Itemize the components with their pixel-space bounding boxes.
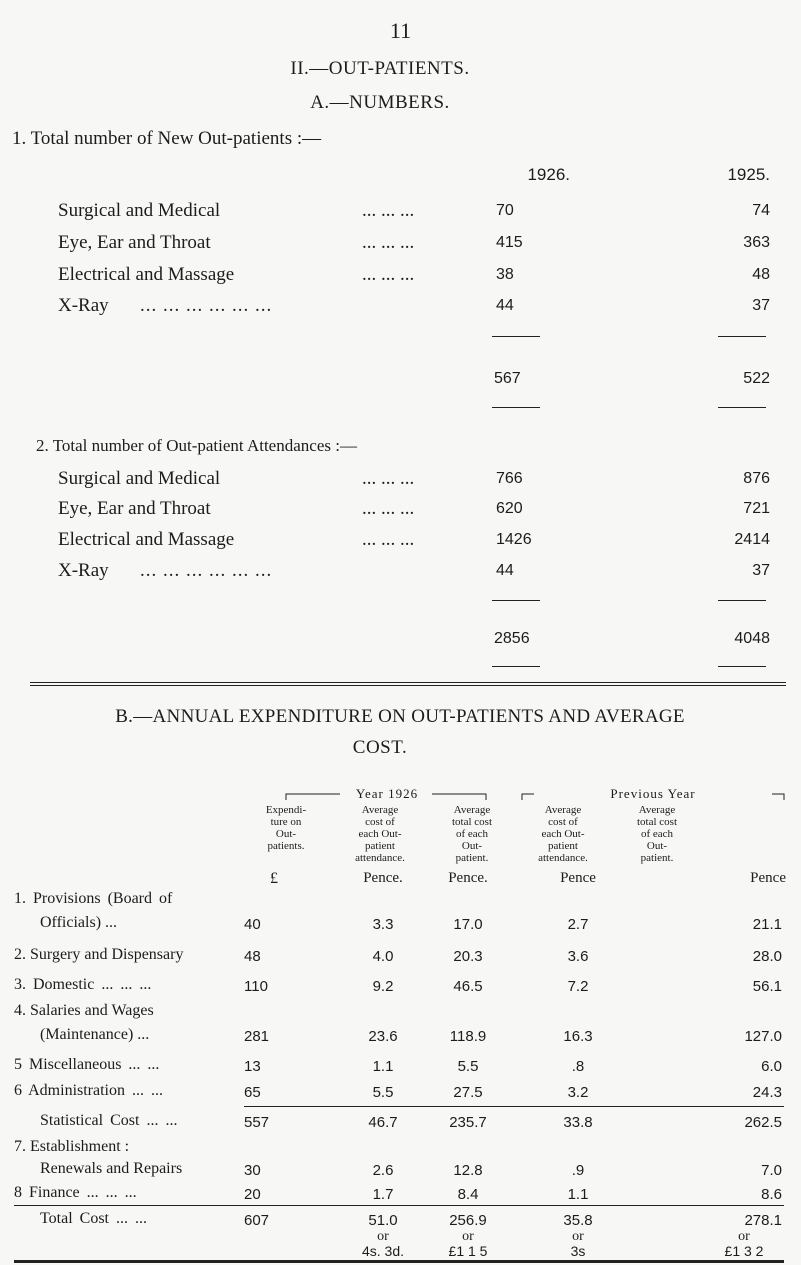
row-label: Surgical and Medical (58, 468, 221, 489)
row-label-cont: Officials) ... (40, 914, 118, 931)
cell-avg-att-1926: 5.5 (372, 1084, 394, 1101)
cell-avg-att-prev: 2.7 (567, 916, 589, 933)
cell-avg-total-1926: 8.4 (457, 1186, 479, 1203)
value-1926: 415 (496, 234, 523, 251)
cell-avg-total-prev: 262.5 (744, 1114, 782, 1131)
row-label: Total Cost ... ... (40, 1210, 147, 1227)
subsection-b-title-2: COST. (352, 737, 408, 758)
cell-avg-att-prev: 16.3 (563, 1028, 593, 1045)
row-label: 8 Finance ... ... ... (14, 1184, 137, 1201)
cell-avg-att-1926: 46.7 (368, 1114, 398, 1131)
cell-avg-att-prev: 3.6 (567, 948, 589, 965)
leader-dots: ... ... ... (362, 468, 415, 489)
cell-avg-att-1926: 23.6 (368, 1028, 398, 1045)
value-1926: 766 (496, 470, 523, 487)
group-previous-year: Previous Year (610, 786, 696, 801)
value-1925: 74 (752, 202, 770, 219)
col-head-avg-attendance-1926: Average cost of each Out- patient attendance. (355, 804, 405, 864)
leader-dots: ... ... ... ... ... ... (140, 295, 273, 316)
alt-avg-total-1926: £1 1 5 (448, 1243, 488, 1259)
cell-avg-total-1926: 5.5 (457, 1058, 479, 1075)
total-rule (14, 1205, 784, 1206)
subsection-b-title: B.—ANNUAL EXPENDITURE ON OUT-PATIENTS AND AVERAGE (115, 706, 685, 727)
page-number: 11 (389, 18, 412, 43)
cell-avg-att-1926: 1.1 (372, 1058, 394, 1075)
bottom-rule (14, 1260, 784, 1263)
cell-expenditure: 110 (244, 978, 268, 995)
value-1926: 620 (496, 500, 523, 517)
cell-expenditure: 40 (244, 916, 261, 933)
or-text: or (377, 1229, 389, 1244)
subsection-a-title: A.—NUMBERS. (310, 92, 450, 113)
alt-avg-att-prev: 3s (570, 1243, 586, 1259)
cell-avg-att-prev: 35.8 (563, 1212, 593, 1229)
group-year-1926: Year 1926 (355, 786, 419, 801)
value-1925: 37 (752, 562, 770, 579)
leader-dots: ... ... ... (362, 200, 415, 221)
cell-expenditure: 65 (244, 1084, 261, 1101)
row-label: 2. Surgery and Dispensary (14, 946, 184, 963)
value-1925: 37 (752, 297, 770, 314)
row-label: 4. Salaries and Wages (14, 1002, 154, 1019)
cell-avg-total-prev: 24.3 (752, 1084, 782, 1101)
cell-avg-att-1926: 3.3 (372, 916, 394, 933)
value-1926: 44 (496, 297, 514, 314)
value-1925: 721 (743, 500, 770, 517)
value-1925: 363 (743, 234, 770, 251)
cell-expenditure: 48 (244, 948, 261, 965)
col-head-expenditure: Expendi- ture on Out- patients. (265, 804, 307, 852)
row-label: Eye, Ear and Throat (58, 232, 211, 253)
unit-pounds: £ (270, 870, 278, 887)
cell-avg-att-1926: 1.7 (372, 1186, 394, 1203)
cell-avg-total-1926: 235.7 (449, 1114, 487, 1131)
cell-avg-total-prev: 278.1 (744, 1212, 782, 1229)
or-text: or (738, 1229, 750, 1244)
value-1925: 48 (752, 266, 770, 283)
value-1925: 2414 (734, 531, 770, 548)
cell-avg-att-1926: 4.0 (372, 948, 394, 965)
subtotal-rule (244, 1106, 784, 1107)
cell-avg-total-1926: 256.9 (449, 1212, 487, 1229)
cell-avg-total-1926: 27.5 (453, 1084, 483, 1101)
cell-avg-att-1926: 51.0 (368, 1212, 398, 1229)
cell-avg-att-1926: 9.2 (372, 978, 394, 995)
cell-avg-total-1926: 12.8 (453, 1162, 483, 1179)
row-label: Statistical Cost ... ... (40, 1112, 178, 1129)
cell-avg-total-1926: 46.5 (453, 978, 483, 995)
or-text: or (462, 1229, 474, 1244)
row-label: Electrical and Massage (58, 264, 235, 285)
value-1926: 70 (496, 202, 514, 219)
value-1926: 44 (496, 562, 514, 579)
cell-avg-total-prev: 21.1 (752, 916, 782, 933)
cell-avg-att-prev: 1.1 (567, 1186, 589, 1203)
cell-expenditure: 607 (244, 1212, 270, 1229)
item2-heading: 2. Total number of Out-patient Attendances :— (36, 436, 357, 455)
value-1926: 38 (496, 266, 514, 283)
row-label: Eye, Ear and Throat (58, 498, 211, 519)
unit-pence: Pence. (448, 870, 488, 886)
row-label: 5 Miscellaneous ... ... (14, 1056, 160, 1073)
section-title: II.—OUT-PATIENTS. (290, 58, 470, 79)
row-label: 7. Establishment : (14, 1138, 130, 1155)
unit-pence: Pence (560, 870, 596, 886)
cell-avg-att-1926: 2.6 (372, 1162, 394, 1179)
row-label: Surgical and Medical (58, 200, 221, 221)
cell-avg-total-1926: 118.9 (449, 1028, 487, 1045)
col-head-avg-attendance-prev: Average cost of each Out- patient attendance. (538, 804, 588, 864)
cell-expenditure: 557 (244, 1114, 270, 1131)
cell-avg-total-prev: 56.1 (752, 978, 782, 995)
row-label: 1. Provisions (Board of (14, 890, 173, 907)
value-1926: 1426 (496, 531, 532, 548)
cell-avg-total-prev: 8.6 (761, 1186, 782, 1203)
leader-dots: ... ... ... (362, 498, 415, 519)
row-label: 3. Domestic ... ... ... (14, 976, 152, 993)
total-1925: 4048 (734, 630, 770, 647)
cell-avg-total-1926: 17.0 (453, 916, 483, 933)
value-1925: 876 (743, 470, 770, 487)
leader-dots: ... ... ... (362, 232, 415, 253)
cell-expenditure: 281 (244, 1028, 270, 1045)
cell-avg-total-prev: 28.0 (752, 948, 782, 965)
col-head-avg-total-1926: Average total cost of each Out- patient. (451, 804, 493, 864)
row-label: X-Ray (58, 295, 109, 316)
unit-pence: Pence. (363, 870, 403, 886)
unit-pence: Pence (750, 870, 786, 886)
total-1925: 522 (743, 370, 770, 387)
cell-avg-att-prev: 3.2 (567, 1084, 589, 1101)
row-label: 6 Administration ... ... (14, 1082, 163, 1099)
cell-avg-att-prev: .8 (571, 1058, 585, 1075)
cell-avg-total-prev: 6.0 (761, 1058, 782, 1075)
cell-avg-total-1926: 20.3 (453, 948, 483, 965)
leader-dots: ... ... ... (362, 264, 415, 285)
or-text: or (572, 1229, 584, 1244)
total-1926: 2856 (494, 630, 530, 647)
row-label: X-Ray (58, 560, 109, 581)
year-1926-header: 1926. (527, 165, 570, 184)
item1-heading: 1. Total number of New Out-patients :— (12, 128, 322, 149)
cell-avg-att-prev: 33.8 (563, 1114, 593, 1131)
cell-expenditure: 13 (244, 1058, 261, 1075)
cell-expenditure: 20 (244, 1186, 261, 1203)
alt-avg-att-1926: 4s. 3d. (361, 1243, 405, 1259)
leader-dots: ... ... ... ... ... ... (140, 560, 273, 581)
row-label-cont: Renewals and Repairs (40, 1160, 183, 1177)
total-1926: 567 (494, 370, 521, 387)
leader-dots: ... ... ... (362, 529, 415, 550)
alt-avg-total-prev: £1 3 2 (724, 1243, 764, 1259)
cell-avg-total-prev: 7.0 (761, 1162, 782, 1179)
year-1925-header: 1925. (727, 165, 770, 184)
cell-expenditure: 30 (244, 1162, 261, 1179)
cell-avg-att-prev: .9 (571, 1162, 585, 1179)
cell-avg-att-prev: 7.2 (567, 978, 589, 995)
row-label: Electrical and Massage (58, 529, 235, 550)
col-head-avg-total-prev: Average total cost of each Out- patient. (636, 804, 678, 864)
row-label-cont: (Maintenance) ... (40, 1026, 150, 1043)
cell-avg-total-prev: 127.0 (744, 1028, 782, 1045)
